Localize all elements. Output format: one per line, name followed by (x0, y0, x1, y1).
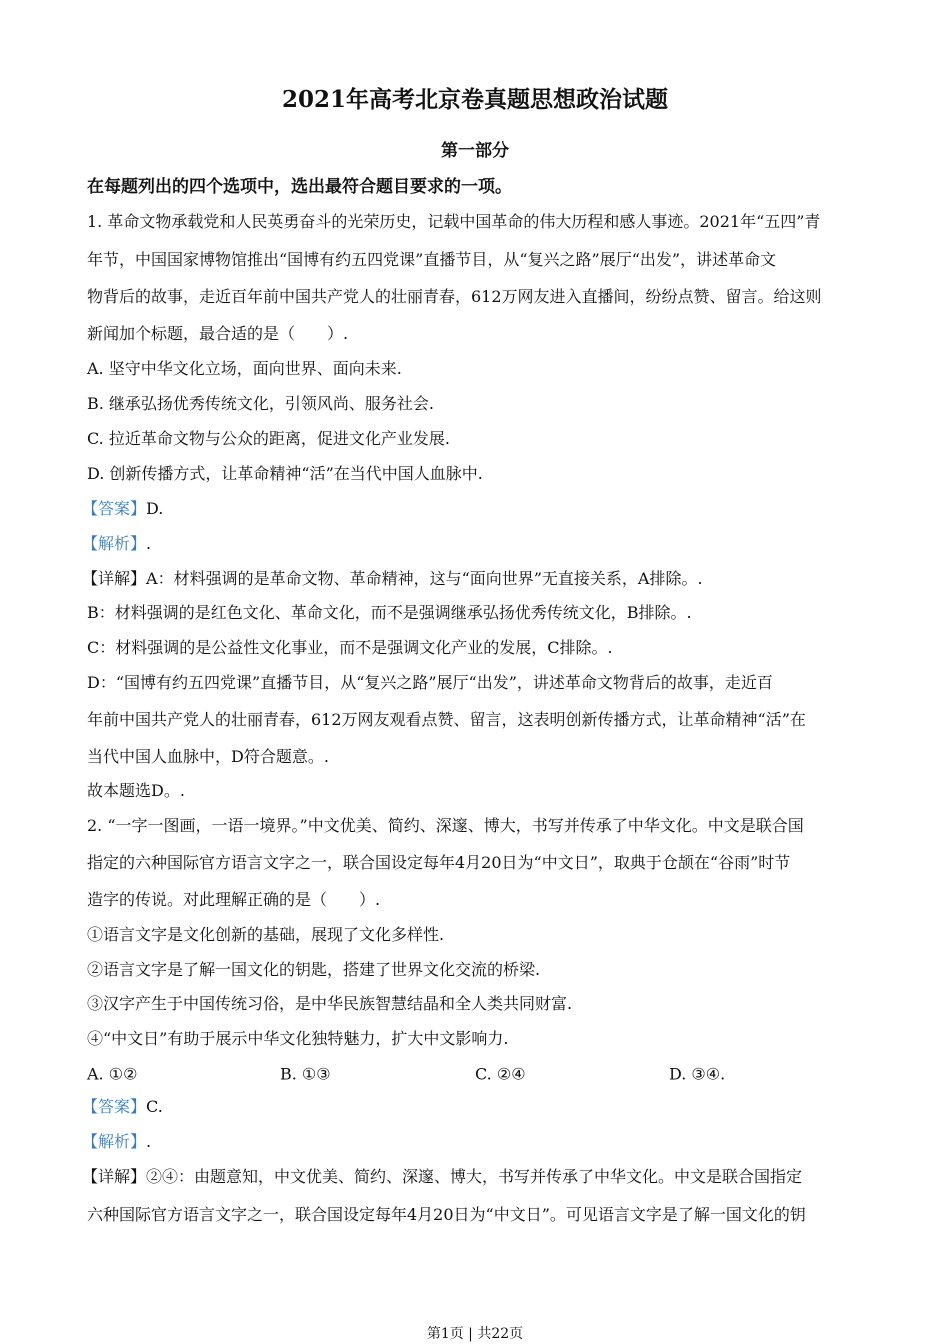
q1-detail-line: 当代中国人血脉中，D符合题意。. (87, 747, 329, 766)
q2-stem-line: 2. “一字一图画，一语一境界。”中文优美、简约、深邃、博大，书写并传承了中华文化。中文是联合国 (87, 816, 804, 835)
q2-detail-line (82, 1167, 802, 1187)
answer-label: 【答案】 (82, 499, 147, 518)
q2-choice-b: B. ①③ (280, 1064, 331, 1084)
analysis-label: 【解析】 (82, 534, 147, 553)
q1-detail-line: C：材料强调的是公益性文化事业，而不是强调文化产业的发展，C排除。. (87, 638, 613, 657)
q1-stem-line: 物背后的故事，走近百年前中国共产党人的壮丽青春，612万网友进入直播间，纷纷点赞、留言。给这则 (87, 287, 822, 306)
q1-detail-line: 年前中国共产党人的壮丽青春，612万网友观看点赞、留言，这表明创新传播方式，让革命精神“活”在 (87, 710, 806, 729)
q2-choice-a: A. ①② (87, 1064, 138, 1084)
answer-value: D. (146, 499, 164, 518)
analysis-label: 【解析】 (82, 1132, 147, 1151)
q1-option-a: A. 坚守中华文化立场，面向世界、面向未来. (87, 359, 402, 378)
q2-choice-c: C. ②④ (475, 1064, 526, 1084)
detail-text: A：材料强调的是革命文物、革命精神，这与“面向世界”无直接关系，A排除。. (146, 569, 703, 588)
q1-stem-line: 1. 革命文物承载党和人民英勇奋斗的光荣历史，记载中国革命的伟大历程和感人事迹。2021年“五四”青 (87, 212, 821, 231)
page-footer: 第1页 | 共22页 (426, 1326, 524, 1342)
analysis-text: . (146, 534, 152, 553)
answer-label: 【答案】 (82, 1097, 147, 1116)
instruction: 在每题列出的四个选项中，选出最符合题目要求的一项。 (87, 177, 512, 197)
q2-analysis (82, 1132, 151, 1152)
q2-choice-d: D. ③④. (669, 1064, 726, 1084)
q2-statement: ③汉字产生于中国传统习俗，是中华民族智慧结晶和全人类共同财富. (87, 994, 573, 1013)
analysis-text: . (146, 1132, 152, 1151)
q2-stem-line: 造字的传说。对此理解正确的是（ ）. (87, 890, 381, 909)
detail-label: 【详解】 (82, 569, 147, 588)
q2-answer (82, 1097, 163, 1117)
q1-stem-line: 新闻加个标题，最合适的是（ ）. (87, 324, 349, 343)
detail-text: ②④：由题意知，中文优美、简约、深邃、博大，书写并传承了中华文化。中文是联合国指定 (146, 1167, 803, 1186)
page-title: 2021年高考北京卷真题思想政治试题 (281, 86, 668, 113)
q2-statement: ④“中文日”有助于展示中华文化独特魅力，扩大中文影响力. (87, 1029, 509, 1048)
q2-statement: ①语言文字是文化创新的基础，展现了文化多样性. (87, 925, 445, 944)
q1-option-c: C. 拉近革命文物与公众的距离，促进文化产业发展. (87, 429, 450, 448)
q1-detail-line: D：“国博有约五四党课”直播节目，从“复兴之路”展厅“出发”，讲述革命文物背后的故事，走近百 (87, 673, 773, 692)
q2-stem-line: 指定的六种国际官方语言文字之一，联合国设定每年4月20日为“中文日”，取典于仓颉在“谷雨”时节 (87, 853, 791, 872)
q2-statement: ②语言文字是了解一国文化的钥匙，搭建了世界文化交流的桥梁. (87, 960, 541, 979)
q2-detail-line: 六种国际官方语言文字之一，联合国设定每年4月20日为“中文日”。可见语言文字是了解一国文化的钥 (87, 1205, 806, 1224)
q1-conclusion: 故本题选D。. (87, 781, 185, 800)
q1-answer (82, 499, 163, 519)
q1-analysis (82, 534, 151, 554)
answer-value: C. (146, 1097, 163, 1116)
q1-option-d: D. 创新传播方式，让革命精神“活”在当代中国人血脉中. (87, 464, 483, 483)
section-heading: 第一部分 (441, 141, 509, 161)
q1-detail-line: B：材料强调的是红色文化、革命文化，而不是强调继承弘扬优秀传统文化，B排除。. (87, 603, 692, 622)
q1-option-b: B. 继承弘扬优秀传统文化，引领风尚、服务社会. (87, 394, 435, 413)
q1-detail-line (82, 569, 703, 589)
q1-stem-line: 年节，中国国家博物馆推出“国博有约五四党课”直播节目，从“复兴之路”展厅“出发”，讲述革命文 (87, 250, 777, 269)
detail-label: 【详解】 (82, 1167, 147, 1186)
